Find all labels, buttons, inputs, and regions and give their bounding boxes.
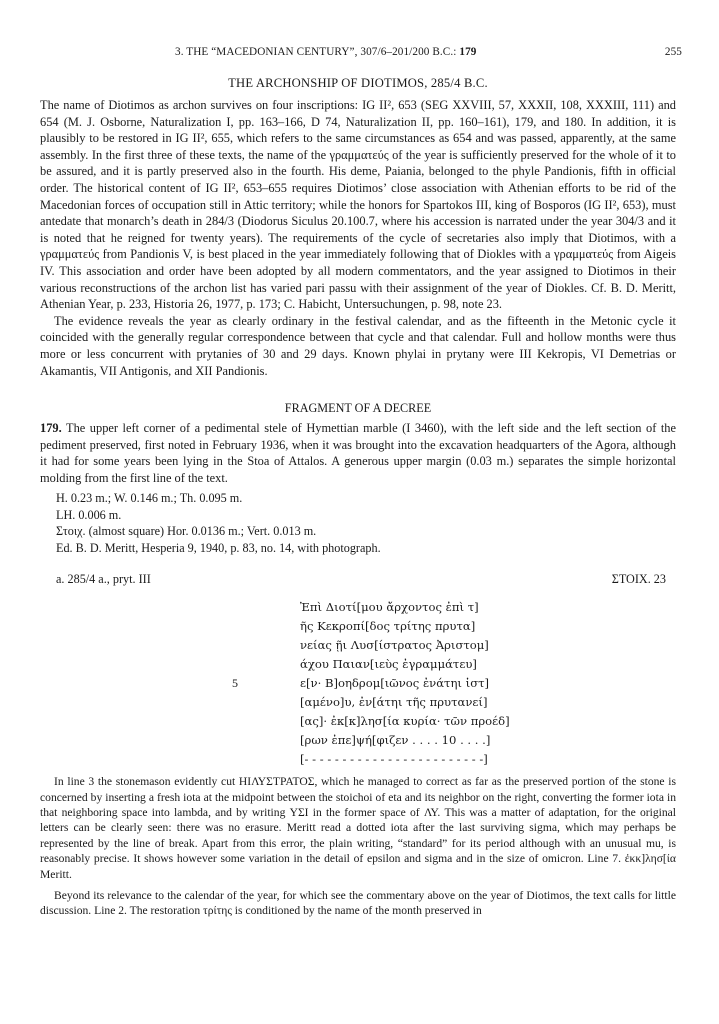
running-head-entry: 179 <box>459 46 477 58</box>
entry-description-text: The upper left corner of a pedimental stele of Hymettian marble (I 3460), with the left side and the left section of the pediment preserved, first noted in February 1936, when it was brought into the excavation headquarters of the Agora, although it had for some years been lying in the Stoa of Attalos. A generous upper margin (0.03 m.) separates the simple horizontal molding from the first line of the text. <box>40 421 676 485</box>
inscription-text <box>40 598 676 774</box>
inscription-line: [ρων ἐπε]ψή[φιζεν . . . . 10 . . . .] <box>300 733 491 748</box>
inscription-line: [ας]· ἐκ[κ]λησ[ία κυρία· τῶν προέδ] <box>300 714 510 729</box>
stoichedon-count: ΣΤΟΙΧ. 23 <box>611 572 666 587</box>
commentary-paragraph-2: Beyond its relevance to the calendar of the year, for which see the commentary above on the year of Diotimos, the text calls for little discussion. Line 2. The restoration τρίτης is conditioned by the name of the month preserved in <box>40 888 676 918</box>
intro-paragraph-2: The evidence reveals the year as clearly ordinary in the festival calendar, and as the fifteenth in the Metonic cycle it coincided with the generally regular correspondence between that cycle and that calendar. Full and hollow months were thus more or less concurrent with prytanies of 30 and 29 days. Known phylai in prytany were III Kekropis, VI Demetrias or Akamantis, VII Antigonis, and XII Pandionis. <box>40 313 676 378</box>
running-head <box>40 46 682 64</box>
line-number: 5 <box>232 676 238 691</box>
inscription-line: ε[ν· Β]οηδρομ[ιῶνος ἐνάτηι ἱστ] <box>300 676 490 691</box>
page <box>40 46 682 919</box>
inscription-line: ῆς Κεκροπί[δος τρίτης πρυτα] <box>300 619 476 634</box>
page-number: 255 <box>664 46 682 58</box>
letter-height: LH. 0.006 m. <box>56 507 122 522</box>
inscription-line: [- - - - - - - - - - - - - - - - - - - - - - - -] <box>300 752 488 767</box>
entry-description <box>40 420 676 486</box>
section-title: THE ARCHONSHIP OF DIOTIMOS, 285/4 B.C. <box>228 76 488 90</box>
inscription-line: [αμένο]υ, ἐν[άτηι τῆς πρυτανεί] <box>300 695 488 710</box>
inscription-line: Ἐπὶ Διοτί[μου ἄρχοντος ἐπὶ τ] <box>300 600 479 615</box>
date-row <box>40 572 676 592</box>
edition: Ed. B. D. Meritt, Hesperia 9, 1940, p. 83, no. 14, with photograph. <box>56 540 381 555</box>
inscription-line: νείας ῇι Λυσ[ίστρατος Ἀριστομ] <box>300 638 489 653</box>
stoich-spacing: Στοιχ. (almost square) Hor. 0.0136 m.; Vert. 0.013 m. <box>56 524 317 539</box>
fragment-title: FRAGMENT OF A DECREE <box>284 401 432 416</box>
inscription-line: άχου Παιαν[ιεὺς ἐγραμμάτευ] <box>300 657 477 672</box>
measurements <box>56 490 676 556</box>
date-left: a. 285/4 a., pryt. III <box>56 572 151 587</box>
running-head-text: 3. THE “MACEDONIAN CENTURY”, 307/6–201/200 B.C.: <box>175 46 460 58</box>
dimensions: H. 0.23 m.; W. 0.146 m.; Th. 0.095 m. <box>56 491 243 506</box>
intro-paragraph-1: The name of Diotimos as archon survives on four inscriptions: IG II², 653 (SEG XXVIII, 57, XXXII, 108, XXXIII, 111) and 654 (M. J. Osborne, Naturalization I, pp. 163–166, D 74, Naturalization II, pp. 160–161), 179, and 180. In addition, it is plausibly to be restored in IG II², 655, which refers to the same circumstances as 654 and was passed, apparently, at the same assembly. In the first three of these texts, the name of the γραμματεύς of the year is sufficiently preserved for the whole of it to be assured, and it is partly preserved also in the fourth. His deme, Paiania, belonged to the phyle Pandionis, fifth in official order. The historical content of IG II², 653–655 requires Diotimos’ close association with Athenian efforts to be rid of the Macedonian forces of occupation still in Attic territory; while the honors for Spartokos III, king of Bosporos (IG II², 653), must antedate that monarch’s death in 284/3 (Diodorus Siculus 20.100.7, where his accession is narrated under the year 304/3 and it is noted that he reigned for twenty years). The requirements of the cycle of secretaries also imply that Diotimos, with a γραμματεύς from Pandionis V, is best placed in the year immediately following that of Diokles with a γραμματεύς from Aigeis IV. This association and order have been adopted by all modern commentators, and the year assigned to Diotimos in their various reconstructions of the archon list has varied pari passu with their assignment of the year of Diokles. Cf. B. D. Meritt, Athenian Year, p. 233, Historia 26, 1977, p. 173; C. Habicht, Untersuchungen, p. 98, note 23. <box>40 98 676 312</box>
commentary-paragraph-1: In line 3 the stonemason evidently cut ΗΙΛΥΣΤΡΑΤΟΣ, which he managed to correct as far as the preserved portion of the stone is concerned by inserting a fresh iota at the midpoint between the stoichoi of eta and its neighbor on the right, converting the former iota in that neighboring space into lambda, and by writing ΥΣΙ in the former space of ΛΥ. This was a matter of adaptation, for the original letters can be clearly seen: there was no erasure. Meritt read a dotted iota after the last surviving sigma, which may perhaps be represented by the line of break. Apart from this error, the plain writing, “standard” for its period although with an unusual mu, is reasonably precise. It shows however some variation in the detail of epsilon and sigma and in the size of omicron. Line 7. ἐκκ]λησ[ία Meritt. <box>40 775 676 881</box>
entry-number: 179. <box>40 421 62 436</box>
running-head-title <box>175 46 476 58</box>
